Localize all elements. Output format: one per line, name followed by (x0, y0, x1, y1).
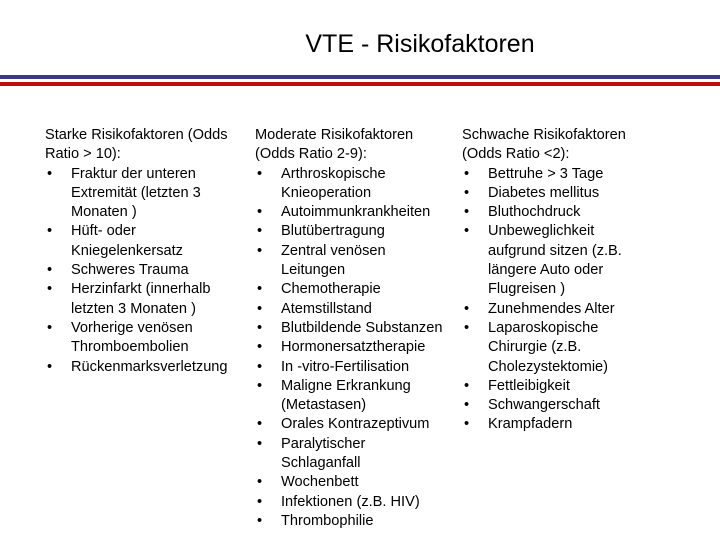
list-item-text: Herzinfarkt (innerhalb (71, 281, 211, 298)
list-item-text: Leitungen (281, 262, 346, 279)
list-item-text: aufgrund sitzen (z.B. (488, 242, 622, 259)
list-item-text: Fettleibigkeit (488, 377, 570, 394)
bullet-icon: • (47, 165, 53, 182)
list-item-text: Paralytischer (281, 435, 366, 452)
list-item (255, 338, 442, 357)
list-item (462, 300, 626, 319)
list-item-text: Bluthochdruck (488, 204, 581, 221)
list-item (255, 242, 442, 281)
list-item-text: Autoimmunkrankheiten (281, 204, 431, 221)
list-item-text: Schwangerschaft (488, 397, 600, 414)
list-item (255, 300, 442, 319)
list-item (45, 261, 228, 280)
list-item-text: Blutbildende Substanzen (281, 319, 443, 336)
list-item-text: Extremität (letzten 3 (71, 184, 201, 201)
list-item-text: Arthroskopische (281, 165, 386, 182)
list-item (255, 165, 442, 204)
list-item-text: Kniegelenkersatz (71, 242, 183, 259)
list-item (255, 377, 442, 416)
bullet-icon: • (257, 242, 263, 259)
bullet-icon: • (257, 204, 263, 221)
list-item-text: Chirurgie (z.B. (488, 339, 582, 356)
list-item (462, 165, 626, 184)
bullet-icon: • (464, 300, 470, 317)
list-item-text: Maligne Erkrankung (281, 377, 411, 394)
list-item (255, 222, 442, 241)
list-item (462, 377, 626, 396)
list-item (255, 415, 442, 434)
list-item-text: Infektionen (z.B. HIV) (281, 493, 420, 510)
bullet-icon: • (257, 512, 263, 529)
list-item-text: längere Auto oder (488, 262, 604, 279)
bullet-icon: • (257, 416, 263, 433)
bullet-icon: • (47, 262, 53, 279)
bullet-icon: • (257, 300, 263, 317)
bullet-icon: • (257, 223, 263, 240)
bullet-icon: • (464, 397, 470, 414)
bullet-icon: • (464, 165, 470, 182)
column-heading-line: Schwache Risikofaktoren (462, 127, 626, 143)
list-item-text: Cholezystektomie) (488, 358, 609, 375)
list-item-text: letzten 3 Monaten ) (71, 300, 196, 317)
list-item-text: Rückenmarksverletzung (71, 358, 228, 375)
list-item-text: Monaten ) (71, 204, 137, 221)
list-item (462, 222, 626, 299)
bullet-icon: • (464, 184, 470, 201)
bullet-icon: • (464, 416, 470, 433)
list-item-text: Diabetes mellitus (488, 184, 600, 201)
column-heading-line: Ratio > 10): (45, 146, 121, 163)
list-item-text: Bettruhe > 3 Tage (488, 165, 604, 182)
list-item (45, 358, 228, 377)
list-item-text: Flugreisen ) (488, 281, 566, 298)
bullet-icon: • (257, 339, 263, 356)
list-item (45, 280, 228, 319)
list-item (255, 512, 442, 531)
list-item-text: Orales Kontrazeptivum (281, 416, 430, 433)
divider-red (0, 82, 720, 86)
list-item-text: (Metastasen) (281, 397, 367, 414)
list-item-text: Unbeweglichkeit (488, 223, 595, 240)
list-item (462, 319, 626, 377)
column-heading-line: (Odds Ratio <2): (462, 146, 570, 163)
list-item-text: Hormonersatztherapie (281, 339, 426, 356)
list-item-text: Thrombophilie (281, 512, 374, 529)
list-item (255, 493, 442, 512)
list-item (255, 358, 442, 377)
list-item (462, 203, 626, 222)
bullet-icon: • (47, 358, 53, 375)
list-item (255, 319, 442, 338)
bullet-icon: • (257, 358, 263, 375)
bullet-icon: • (464, 377, 470, 394)
list-item-text: Chemotherapie (281, 281, 381, 298)
column-heading-line: Starke Risikofaktoren (Odds (45, 127, 228, 143)
column-heading-line: (Odds Ratio 2-9): (255, 146, 367, 163)
list-item (255, 203, 442, 222)
list-item (255, 473, 442, 492)
list-item (462, 415, 626, 434)
bullet-icon: • (257, 281, 263, 298)
list-item-text: In -vitro-Fertilisation (281, 358, 410, 375)
list-item-text: Hüft- oder (71, 223, 136, 240)
list-item-text: Knieoperation (281, 184, 372, 201)
slide-title: VTE - Risikofaktoren (305, 30, 535, 58)
bullet-icon: • (47, 319, 53, 336)
bullet-icon: • (47, 281, 53, 298)
bullet-icon: • (464, 204, 470, 221)
list-item-text: Zunehmendes Alter (488, 300, 615, 317)
divider-blue (0, 75, 720, 79)
list-item-text: Zentral venösen (281, 242, 386, 259)
list-item-text: Krampfadern (488, 416, 573, 433)
bullet-icon: • (257, 319, 263, 336)
list-item-text: Wochenbett (281, 474, 359, 491)
bullet-icon: • (257, 435, 263, 452)
list-item (255, 280, 442, 299)
column-strong-risk-factors (45, 126, 228, 377)
bullet-icon: • (257, 474, 263, 491)
column-moderate-risk-factors (255, 126, 442, 531)
bullet-icon: • (257, 493, 263, 510)
list-item-text: Schlaganfall (281, 455, 361, 472)
bullet-icon: • (257, 165, 263, 182)
list-item-text: Laparoskopische (488, 319, 599, 336)
bullet-icon: • (257, 377, 263, 394)
list-item-text: Schweres Trauma (71, 262, 189, 279)
list-item-text: Blutübertragung (281, 223, 385, 240)
bullet-icon: • (464, 319, 470, 336)
bullet-icon: • (464, 223, 470, 240)
list-item-text: Vorherige venösen (71, 319, 193, 336)
list-item (45, 319, 228, 358)
column-weak-risk-factors (462, 126, 626, 435)
list-item (462, 184, 626, 203)
column-heading-line: Moderate Risikofaktoren (255, 127, 414, 143)
list-item (45, 165, 228, 223)
bullet-icon: • (47, 223, 53, 240)
list-item (462, 396, 626, 415)
list-item-text: Atemstillstand (281, 300, 372, 317)
list-item-text: Fraktur der unteren (71, 165, 196, 182)
list-item-text: Thromboembolien (71, 339, 189, 356)
list-item (255, 435, 442, 474)
list-item (45, 222, 228, 261)
